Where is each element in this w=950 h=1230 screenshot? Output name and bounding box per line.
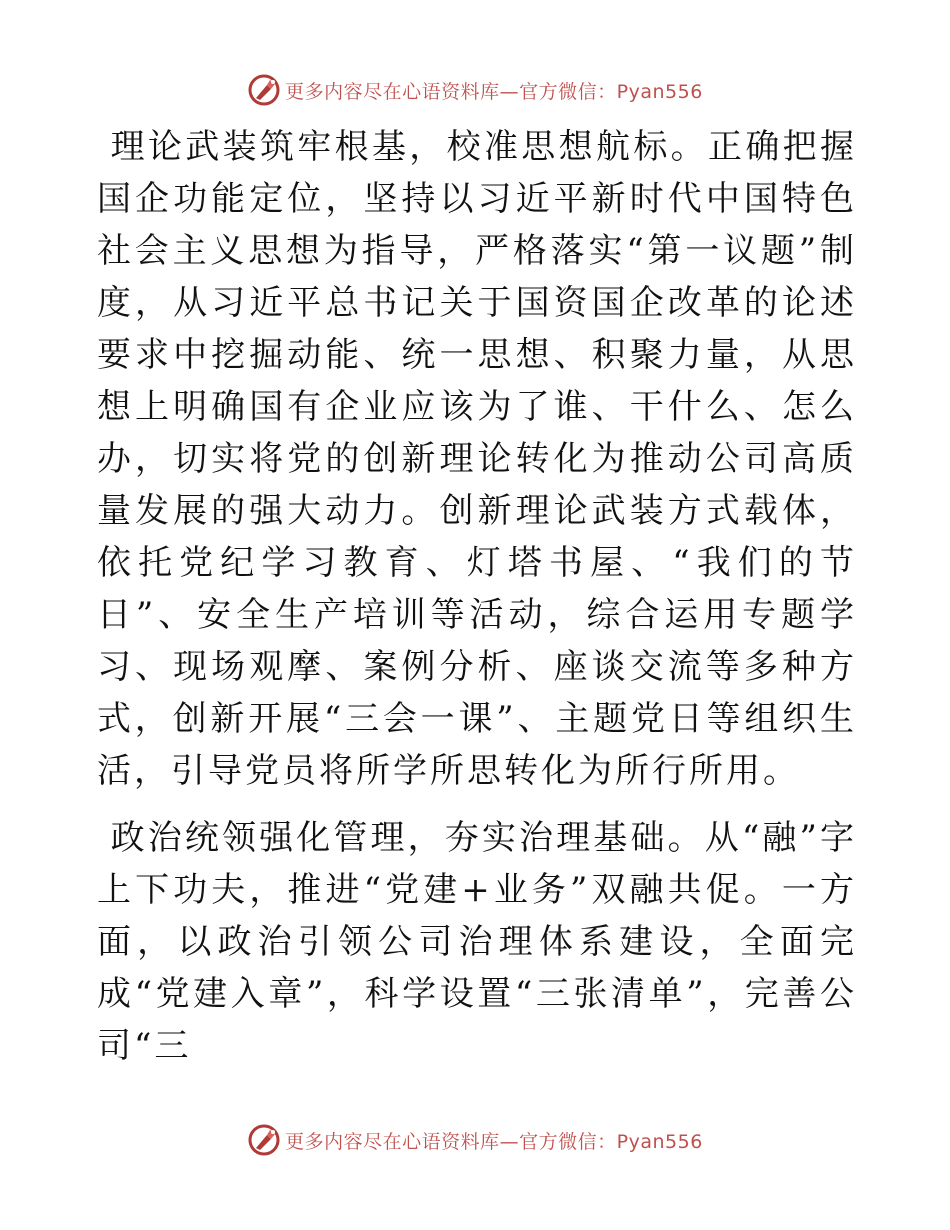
pen-nib-circle-icon bbox=[247, 73, 281, 107]
paragraph-theory: 理论武装筑牢根基，校准思想航标。正确把握国企功能定位，坚持以习近平新时代中国特色社会主义思想为指导，严格落实“第一议题”制度，从习近平总书记关于国资国企改革的论述要求中挖掘动能、统一思想、积聚力量，从思想上明确国有企业应该为了谁、干什么、怎么办，切实将党的创新理论转化为推动公司高质量发展的强大动力。创新理论武装方式载体，依托党纪学习教育、灯塔书屋、“我们的节日”、安全生产培训等活动，综合运用专题学习、现场观摩、案例分析、座谈交流等多种方式，创新开展“三会一课”、主题党日等组织生活，引导党员将所学所思转化为所行所用。 bbox=[97, 127, 857, 791]
footer-watermark bbox=[0, 1120, 950, 1160]
header-watermark bbox=[0, 70, 950, 110]
watermark-text: 更多内容尽在心语资料库—官方微信：Pyan556 bbox=[285, 1130, 703, 1153]
watermark-text: 更多内容尽在心语资料库—官方微信：Pyan556 bbox=[285, 80, 703, 103]
pen-nib-circle-icon bbox=[247, 1123, 281, 1157]
paragraph-politics: 政治统领强化管理，夯实治理基础。从“融”字上下功夫，推进“党建+业务”双融共促。一方面，以政治引领公司治理体系建设，全面完成“党建入章”，科学设置“三张清单”，完善公司“三 bbox=[97, 818, 857, 1066]
